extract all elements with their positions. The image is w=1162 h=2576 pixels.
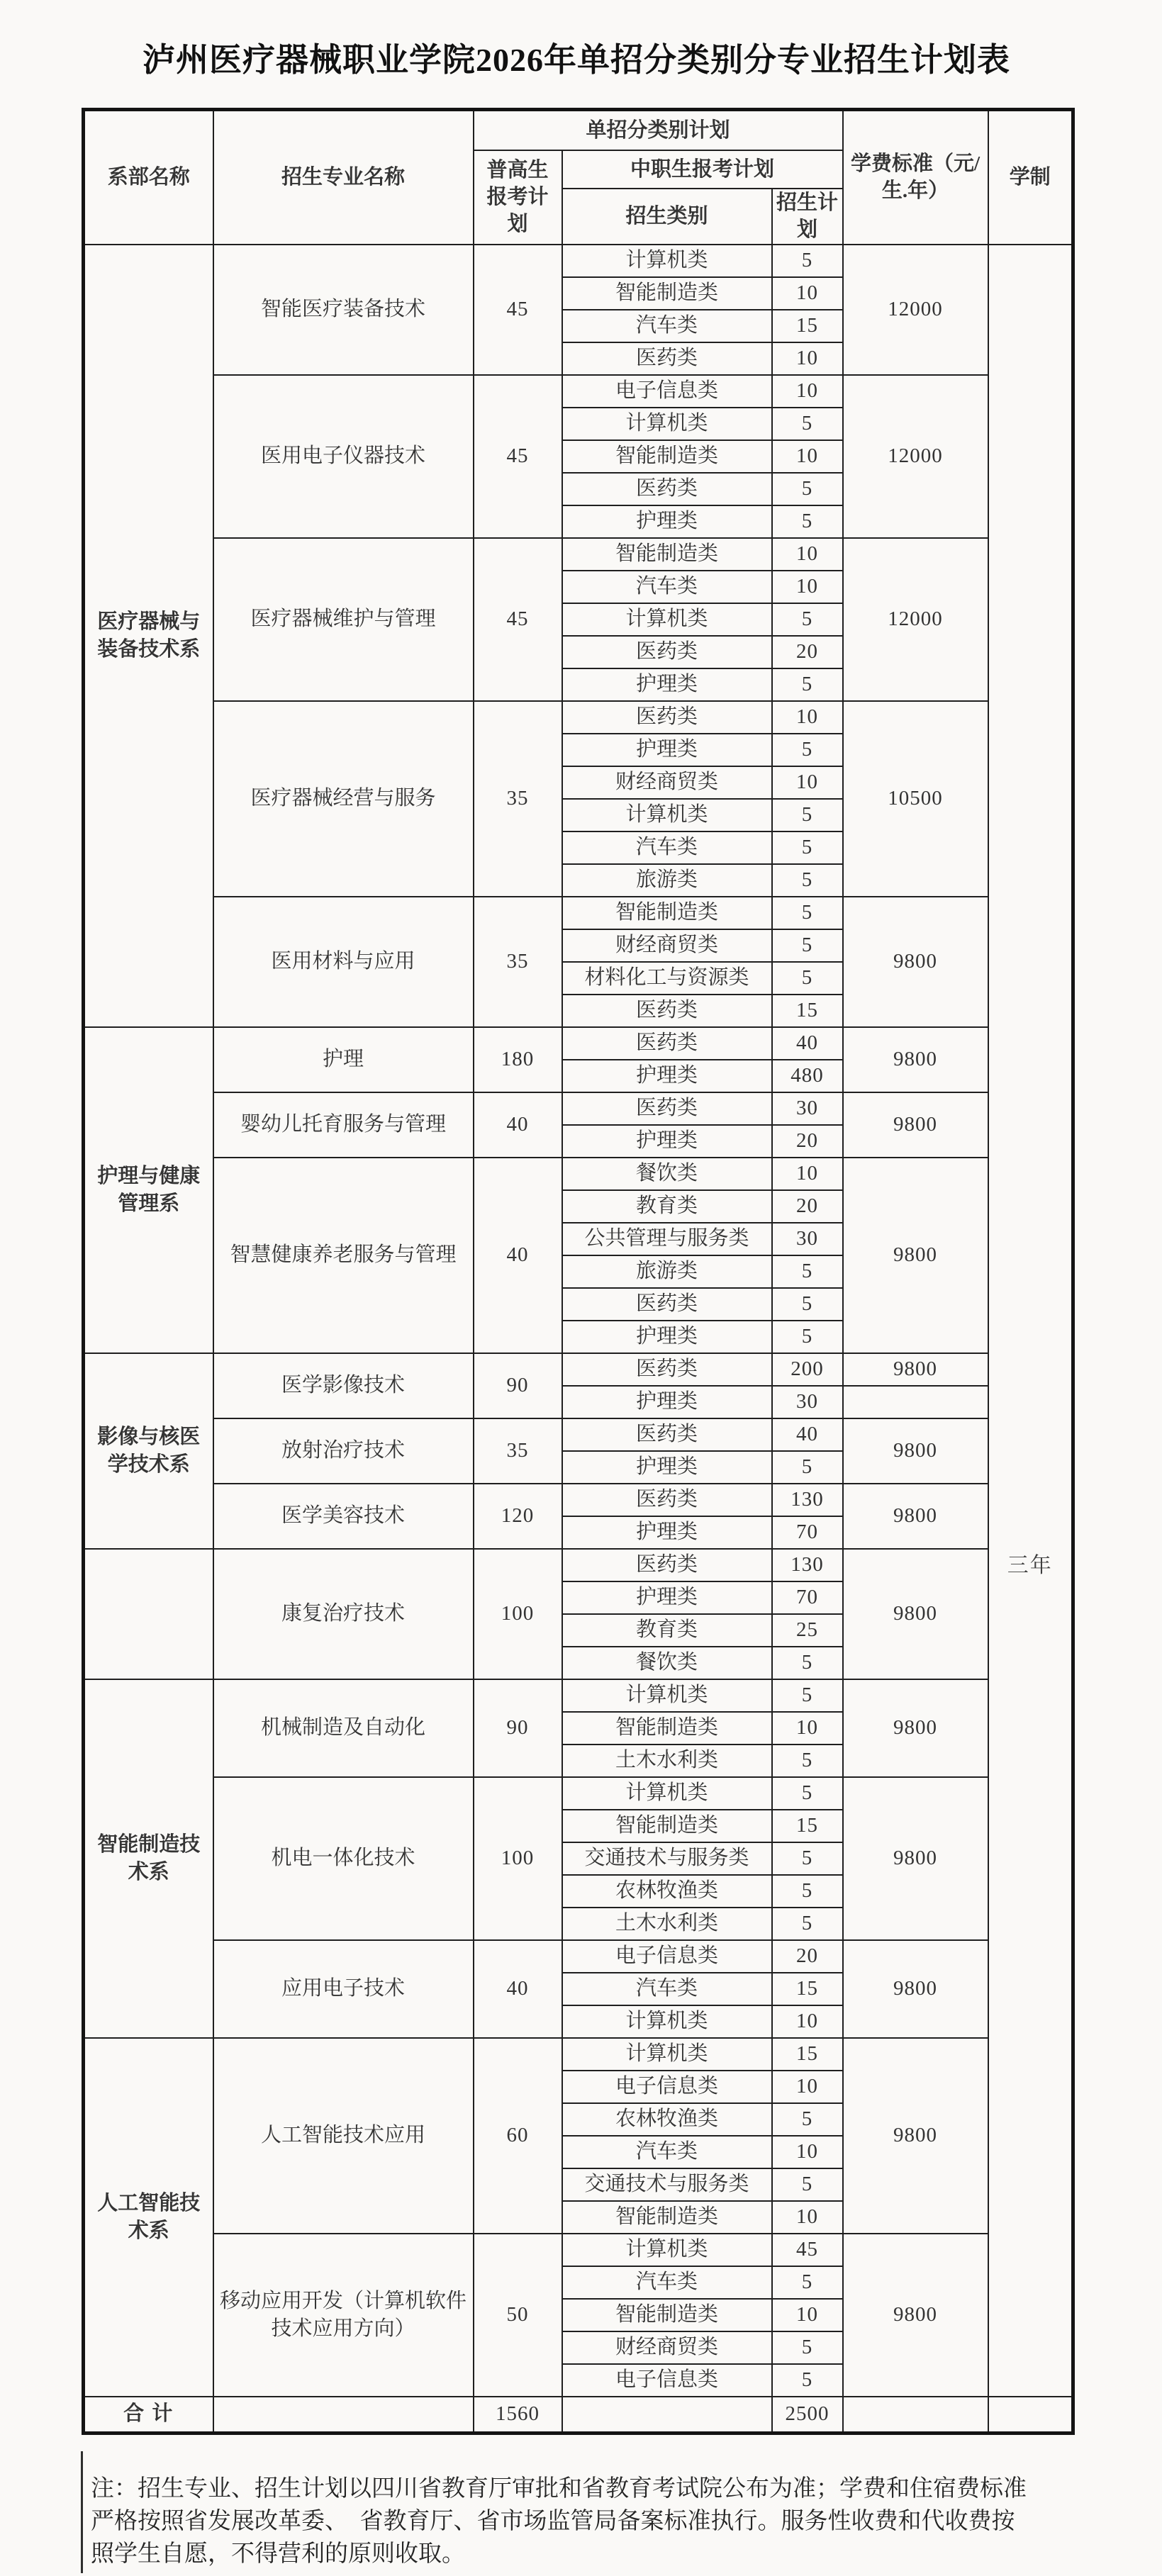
category-plan-cell: 5 [772, 2331, 843, 2364]
category-cell: 计算机类 [562, 2005, 772, 2038]
category-cell: 计算机类 [562, 1777, 772, 1810]
department-cell: 智能制造技术系 [84, 1679, 213, 2038]
category-cell: 农林牧渔类 [562, 2103, 772, 2136]
category-row [84, 1940, 1073, 1973]
category-cell: 医药类 [562, 1027, 772, 1060]
category-plan-cell: 30 [772, 1386, 843, 1418]
category-plan-cell: 10 [772, 766, 843, 799]
category-plan-cell: 10 [772, 2005, 843, 2038]
category-cell: 材料化工与资源类 [562, 962, 772, 995]
major-cell: 医疗器械经营与服务 [213, 701, 474, 897]
category-plan-cell: 5 [772, 1842, 843, 1875]
category-cell: 计算机类 [562, 245, 772, 277]
category-cell: 计算机类 [562, 603, 772, 636]
category-cell: 餐饮类 [562, 1158, 772, 1190]
category-plan-cell: 10 [772, 1158, 843, 1190]
category-plan-cell: 5 [772, 1255, 843, 1288]
regular-plan-cell: 40 [474, 1092, 562, 1158]
tuition-cell: 12000 [843, 375, 988, 538]
category-cell: 护理类 [562, 1451, 772, 1484]
category-plan-cell: 5 [772, 2103, 843, 2136]
major-cell: 移动应用开发（计算机软件技术应用方向） [213, 2234, 474, 2397]
category-plan-cell: 10 [772, 2299, 843, 2331]
category-plan-cell: 5 [772, 2266, 843, 2299]
category-plan-cell: 40 [772, 1027, 843, 1060]
header-category: 招生类别 [562, 189, 772, 245]
header-category-plan: 招生计划 [772, 189, 843, 245]
header-vocational-group: 中职生报考计划 [562, 150, 843, 189]
category-cell: 计算机类 [562, 2234, 772, 2266]
major-cell: 智慧健康养老服务与管理 [213, 1158, 474, 1353]
tuition-cell: 9800 [843, 1679, 988, 1777]
category-plan-cell: 30 [772, 1092, 843, 1125]
page-left-edge-line [81, 2451, 83, 2573]
major-cell: 医学美容技术 [213, 1484, 474, 1549]
department-cell [84, 1549, 213, 1679]
category-row [84, 1549, 1073, 1581]
category-cell: 智能制造类 [562, 538, 772, 571]
category-row [84, 1484, 1073, 1516]
tuition-cell: 9800 [843, 1353, 988, 1386]
category-plan-cell: 5 [772, 505, 843, 538]
category-plan-cell: 20 [772, 1940, 843, 1973]
tuition-cell: 9800 [843, 1027, 988, 1092]
category-plan-cell: 10 [772, 1712, 843, 1745]
tuition-cell: 10500 [843, 701, 988, 897]
category-cell: 财经商贸类 [562, 2331, 772, 2364]
department-cell: 人工智能技术系 [84, 2038, 213, 2397]
tuition-cell: 9800 [843, 1549, 988, 1679]
regular-plan-cell: 120 [474, 1484, 562, 1549]
major-cell: 人工智能技术应用 [213, 2038, 474, 2234]
category-plan-cell: 5 [772, 864, 843, 897]
category-plan-cell: 130 [772, 1484, 843, 1516]
category-plan-cell: 30 [772, 1223, 843, 1255]
tuition-cell: 12000 [843, 245, 988, 375]
footnote [91, 2473, 1034, 2570]
regular-plan-cell: 45 [474, 538, 562, 701]
category-row [84, 2234, 1073, 2266]
category-cell: 计算机类 [562, 408, 772, 440]
category-plan-cell: 5 [772, 897, 843, 929]
category-row [84, 1092, 1073, 1125]
category-cell: 医药类 [562, 342, 772, 375]
category-cell: 汽车类 [562, 831, 772, 864]
category-cell: 护理类 [562, 505, 772, 538]
total-major-cell-empty [213, 2397, 474, 2434]
category-cell: 计算机类 [562, 799, 772, 831]
category-cell: 汽车类 [562, 2136, 772, 2168]
regular-plan-cell: 35 [474, 1418, 562, 1484]
total-category-cell-empty [562, 2397, 772, 2434]
category-plan-cell: 10 [772, 701, 843, 734]
category-plan-cell: 5 [772, 831, 843, 864]
category-plan-cell: 5 [772, 1875, 843, 1908]
tuition-cell: 9800 [843, 1484, 988, 1549]
regular-plan-cell: 100 [474, 1777, 562, 1940]
header-duration: 学制 [988, 110, 1073, 245]
category-plan-cell: 480 [772, 1060, 843, 1092]
category-plan-cell: 10 [772, 342, 843, 375]
category-cell: 计算机类 [562, 1679, 772, 1712]
tuition-cell: 9800 [843, 1158, 988, 1353]
regular-plan-cell: 90 [474, 1353, 562, 1418]
category-cell: 汽车类 [562, 1973, 772, 2005]
category-row [84, 538, 1073, 571]
category-cell: 计算机类 [562, 2038, 772, 2071]
major-cell: 应用电子技术 [213, 1940, 474, 2038]
category-row [84, 1027, 1073, 1060]
category-cell: 交通技术与服务类 [562, 1842, 772, 1875]
total-category-plan-cell: 2500 [772, 2397, 843, 2434]
regular-plan-cell: 100 [474, 1549, 562, 1679]
category-row [84, 2038, 1073, 2071]
category-plan-cell: 5 [772, 668, 843, 701]
category-cell: 护理类 [562, 1516, 772, 1549]
regular-plan-cell: 40 [474, 1940, 562, 2038]
category-cell: 财经商贸类 [562, 766, 772, 799]
category-plan-cell: 15 [772, 1973, 843, 2005]
category-plan-cell: 5 [772, 603, 843, 636]
department-cell: 影像与核医学技术系 [84, 1353, 213, 1549]
tuition-cell: 9800 [843, 1940, 988, 2038]
category-cell: 医药类 [562, 1418, 772, 1451]
category-row [84, 701, 1073, 734]
category-plan-cell: 5 [772, 734, 843, 766]
category-cell: 土木水利类 [562, 1908, 772, 1940]
tuition-cell: 9800 [843, 2234, 988, 2397]
major-cell: 医学影像技术 [213, 1353, 474, 1418]
category-cell: 汽车类 [562, 571, 772, 603]
category-plan-cell: 5 [772, 2168, 843, 2201]
category-plan-cell: 70 [772, 1516, 843, 1549]
category-cell: 旅游类 [562, 864, 772, 897]
category-plan-cell: 5 [772, 2364, 843, 2397]
major-cell: 机械制造及自动化 [213, 1679, 474, 1777]
category-cell: 医药类 [562, 636, 772, 668]
category-cell: 智能制造类 [562, 1712, 772, 1745]
category-cell: 教育类 [562, 1614, 772, 1647]
category-cell: 公共管理与服务类 [562, 1223, 772, 1255]
header-regular-plan: 普高生报考计划 [474, 150, 562, 245]
category-cell: 医药类 [562, 1484, 772, 1516]
category-plan-cell: 10 [772, 277, 843, 310]
category-plan-cell: 200 [772, 1353, 843, 1386]
regular-plan-cell: 180 [474, 1027, 562, 1092]
footnote-line: 注：招生专业、招生计划以四川省教育厅审批和省教育考试院公布为准；学费和住宿费标准 [91, 2476, 1027, 2502]
regular-plan-cell: 60 [474, 2038, 562, 2234]
major-cell: 机电一体化技术 [213, 1777, 474, 1940]
duration-cell [988, 245, 1073, 2397]
category-cell: 财经商贸类 [562, 929, 772, 962]
category-cell: 护理类 [562, 1386, 772, 1418]
category-cell: 医药类 [562, 1353, 772, 1386]
category-cell: 电子信息类 [562, 1940, 772, 1973]
category-cell: 智能制造类 [562, 440, 772, 473]
category-cell: 汽车类 [562, 2266, 772, 2299]
header-row-1 [84, 110, 1073, 151]
category-plan-cell: 5 [772, 1288, 843, 1321]
category-cell: 智能制造类 [562, 1810, 772, 1842]
category-cell: 护理类 [562, 1125, 772, 1158]
tuition-cell: 9800 [843, 1092, 988, 1158]
category-plan-cell: 15 [772, 2038, 843, 2071]
category-cell: 护理类 [562, 1321, 772, 1353]
tuition-cell: 9800 [843, 1418, 988, 1484]
category-cell: 医药类 [562, 1288, 772, 1321]
category-plan-cell: 5 [772, 1647, 843, 1679]
category-cell: 智能制造类 [562, 897, 772, 929]
category-row [84, 1418, 1073, 1451]
header-plan-group: 单招分类别计划 [474, 110, 843, 151]
category-cell: 教育类 [562, 1190, 772, 1223]
category-cell: 智能制造类 [562, 2299, 772, 2331]
category-plan-cell: 5 [772, 408, 843, 440]
category-cell: 医药类 [562, 1092, 772, 1125]
category-plan-cell: 5 [772, 1451, 843, 1484]
category-plan-cell: 10 [772, 571, 843, 603]
category-plan-cell: 20 [772, 1190, 843, 1223]
category-plan-cell: 10 [772, 440, 843, 473]
category-plan-cell: 130 [772, 1549, 843, 1581]
category-plan-cell: 70 [772, 1581, 843, 1614]
category-row [84, 1158, 1073, 1190]
regular-plan-cell: 50 [474, 2234, 562, 2397]
category-plan-cell: 5 [772, 1679, 843, 1712]
category-cell: 医药类 [562, 473, 772, 505]
regular-plan-cell: 90 [474, 1679, 562, 1777]
category-cell: 土木水利类 [562, 1745, 772, 1777]
category-plan-cell: 45 [772, 2234, 843, 2266]
category-plan-cell: 5 [772, 1745, 843, 1777]
category-cell: 电子信息类 [562, 2071, 772, 2103]
tuition-cell: 9800 [843, 1777, 988, 1940]
tuition-cell: 12000 [843, 538, 988, 701]
page-title: 泸州医疗器械职业学院2026年单招分类别分专业招生计划表 [143, 42, 1010, 78]
category-plan-cell: 40 [772, 1418, 843, 1451]
category-cell: 餐饮类 [562, 1647, 772, 1679]
major-cell: 智能医疗装备技术 [213, 245, 474, 375]
category-plan-cell: 5 [772, 962, 843, 995]
major-cell: 婴幼儿托育服务与管理 [213, 1092, 474, 1158]
major-cell: 护理 [213, 1027, 474, 1092]
category-cell: 电子信息类 [562, 2364, 772, 2397]
category-cell: 医药类 [562, 701, 772, 734]
department-cell: 护理与健康管理系 [84, 1027, 213, 1353]
category-row [84, 897, 1073, 929]
category-cell: 汽车类 [562, 310, 772, 342]
major-cell: 康复治疗技术 [213, 1549, 474, 1679]
category-cell: 农林牧渔类 [562, 1875, 772, 1908]
category-plan-cell: 10 [772, 375, 843, 408]
category-plan-cell: 10 [772, 2136, 843, 2168]
major-cell: 医用电子仪器技术 [213, 375, 474, 538]
category-cell: 智能制造类 [562, 2201, 772, 2234]
total-label-cell: 合 计 [84, 2397, 213, 2434]
category-row [84, 375, 1073, 408]
regular-plan-cell: 45 [474, 375, 562, 538]
category-cell: 护理类 [562, 1060, 772, 1092]
category-cell: 智能制造类 [562, 277, 772, 310]
category-plan-cell: 20 [772, 1125, 843, 1158]
total-regular-plan-cell: 1560 [474, 2397, 562, 2434]
category-cell: 护理类 [562, 668, 772, 701]
category-cell: 交通技术与服务类 [562, 2168, 772, 2201]
category-plan-cell: 10 [772, 2201, 843, 2234]
enrollment-plan-table [82, 108, 1075, 2435]
category-cell: 旅游类 [562, 1255, 772, 1288]
tuition-cell-empty [843, 1386, 988, 1418]
major-cell: 医疗器械维护与管理 [213, 538, 474, 701]
category-row [84, 1353, 1073, 1386]
footnote-line: 严格按照省发展改革委、 省教育厅、省市场监管局备案标准执行。服务性收费和代收费按 [91, 2509, 1015, 2534]
category-row [84, 245, 1073, 277]
category-plan-cell: 10 [772, 538, 843, 571]
regular-plan-cell: 45 [474, 245, 562, 375]
category-plan-cell: 5 [772, 473, 843, 505]
header-department: 系部名称 [84, 110, 213, 245]
major-cell: 医用材料与应用 [213, 897, 474, 1027]
category-cell: 电子信息类 [562, 375, 772, 408]
category-plan-cell: 5 [772, 1321, 843, 1353]
regular-plan-cell: 40 [474, 1158, 562, 1353]
category-plan-cell: 20 [772, 636, 843, 668]
major-cell: 放射治疗技术 [213, 1418, 474, 1484]
category-plan-cell: 5 [772, 929, 843, 962]
category-plan-cell: 25 [772, 1614, 843, 1647]
category-cell: 护理类 [562, 1581, 772, 1614]
category-plan-cell: 5 [772, 1908, 843, 1940]
header-major: 招生专业名称 [213, 110, 474, 245]
category-plan-cell: 5 [772, 799, 843, 831]
category-plan-cell: 15 [772, 310, 843, 342]
department-cell: 医疗器械与装备技术系 [84, 245, 213, 1027]
regular-plan-cell: 35 [474, 897, 562, 1027]
category-cell: 医药类 [562, 1549, 772, 1581]
header-tuition: 学费标准（元/生.年） [843, 110, 988, 245]
category-plan-cell: 10 [772, 2071, 843, 2103]
tuition-cell: 9800 [843, 2038, 988, 2234]
regular-plan-cell: 35 [474, 701, 562, 897]
category-plan-cell: 15 [772, 995, 843, 1027]
category-row [84, 1679, 1073, 1712]
category-row [84, 1777, 1073, 1810]
tuition-cell: 9800 [843, 897, 988, 1027]
category-plan-cell: 5 [772, 245, 843, 277]
total-tuition-cell-empty [843, 2397, 988, 2434]
category-plan-cell: 15 [772, 1810, 843, 1842]
total-duration-cell-empty [988, 2397, 1073, 2434]
category-cell: 护理类 [562, 734, 772, 766]
total-row [84, 2397, 1073, 2434]
category-cell: 医药类 [562, 995, 772, 1027]
category-plan-cell: 5 [772, 1777, 843, 1810]
duration-value: 三年 [1007, 1554, 1053, 1578]
footnote-line: 照学生自愿，不得营利的原则收取。 [91, 2541, 465, 2567]
